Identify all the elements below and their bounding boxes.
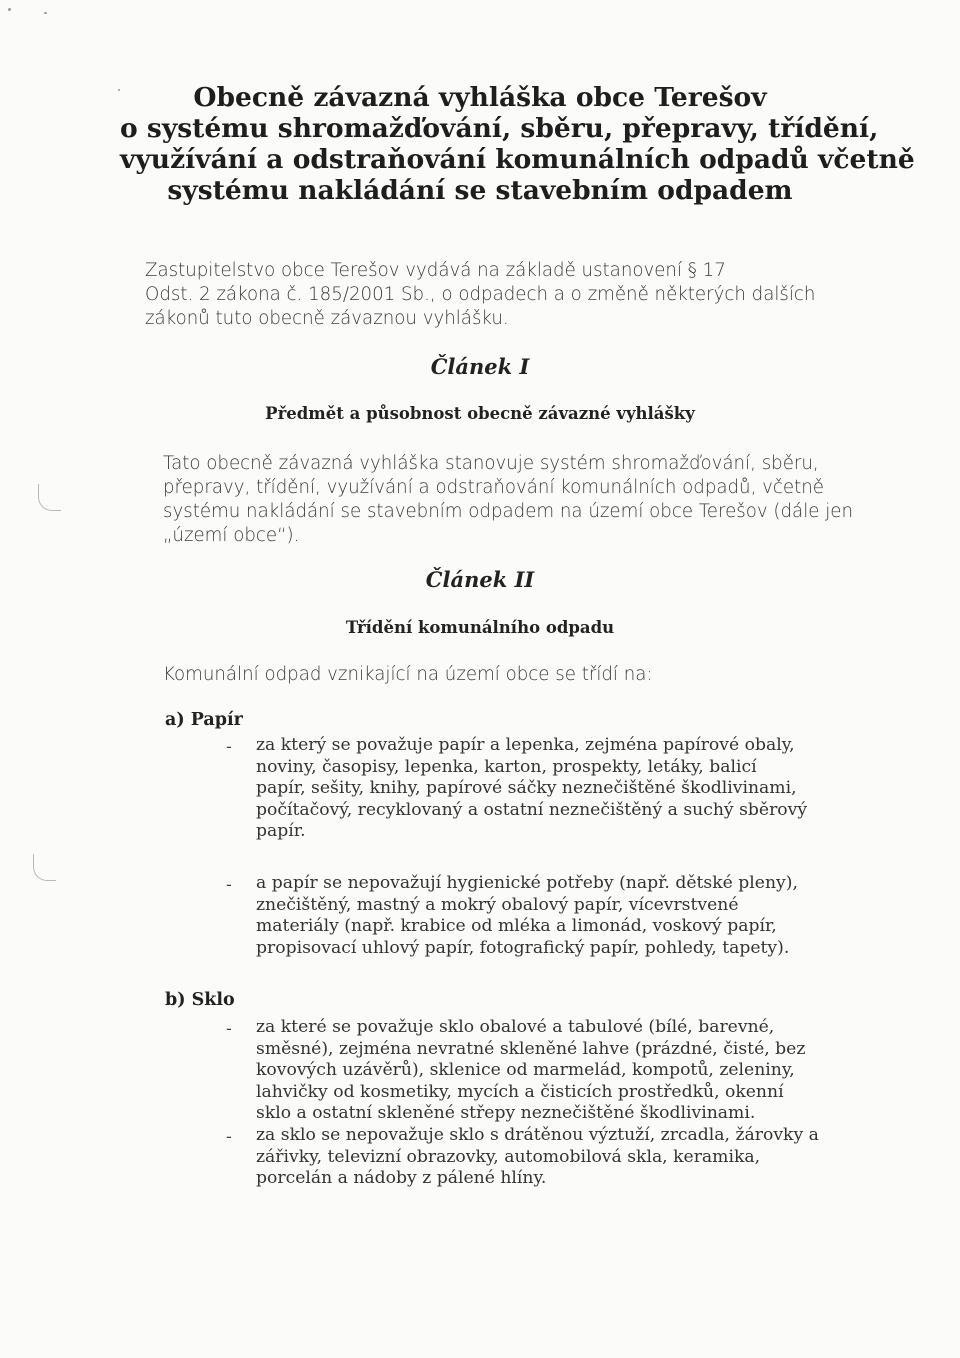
intro-line: Zastupitelstvo obce Terešov vydává na základě ustanovení § 17	[145, 260, 726, 281]
list-item	[256, 873, 876, 959]
item-line: za sklo se nepovažuje sklo s drátěnou výztuží, zrcadla, žárovky a	[256, 1125, 819, 1145]
article-2-label: Článek II	[425, 567, 535, 592]
item-line: směsné), zejména nevratné skleněné lahve (prázdné, čisté, bez	[256, 1038, 806, 1059]
punch-hole-mark	[38, 484, 61, 511]
article-1-heading: Předmět a působnost obecně závazné vyhlášky	[265, 404, 695, 423]
list-bullet: -	[226, 737, 232, 756]
intro-line: Odst. 2 zákona č. 185/2001 Sb., o odpadech a o změně některých dalších	[145, 284, 816, 305]
title-line: o systému shromažďování, sběru, přepravy, třídění,	[120, 113, 879, 144]
article-2-intro: Komunální odpad vznikající na území obce se třídí na:	[163, 664, 653, 685]
item-line: materiály (např. krabice od mléka a limonád, voskový papír,	[256, 916, 777, 936]
scan-speck	[44, 12, 47, 14]
item-line: papír, sešity, knihy, papírové sáčky neznečištěné škodlivinami,	[256, 778, 797, 798]
section-glass-label: b) Sklo	[165, 990, 235, 1010]
list-bullet: -	[226, 875, 232, 894]
item-line: papír.	[256, 821, 306, 841]
scan-speck	[8, 8, 11, 11]
article-1-label: Článek I	[430, 354, 530, 379]
list-bullet: -	[226, 1127, 232, 1146]
item-line: porcelán a nádoby z pálené hlíny.	[256, 1168, 547, 1188]
list-item	[256, 1125, 876, 1190]
article-2-heading: Třídění komunálního odpadu	[345, 618, 615, 637]
punch-hole-mark	[33, 854, 56, 881]
item-line: propisovací uhlový papír, fotografický papír, pohledy, tapety).	[256, 937, 790, 958]
list-bullet: -	[226, 1019, 232, 1038]
title-line: systému nakládání se stavebním odpadem	[167, 175, 793, 206]
intro-paragraph	[145, 259, 845, 331]
title-line: využívání a odstraňování komunálních odpadů včetně	[120, 144, 915, 175]
list-item	[256, 1017, 876, 1125]
list-item	[256, 735, 876, 843]
item-line: za který se považuje papír a lepenka, zejména papírové obaly,	[256, 735, 795, 755]
section-paper-label: a) Papír	[165, 710, 243, 730]
item-line: lahvičky od kosmetiky, mycích a čisticích prostředků, okenní	[256, 1081, 784, 1102]
paragraph-line: přepravy, třídění, využívání a odstraňování komunálních odpadů, včetně	[163, 477, 824, 498]
item-line: kovových uzávěrů), sklenice od marmelád, kompotů, zeleniny,	[256, 1060, 795, 1080]
item-line: zářivky, televizní obrazovky, automobilová skla, keramika,	[256, 1146, 761, 1167]
item-line: za které se považuje sklo obalové a tabulové (bílé, barevné,	[256, 1017, 775, 1037]
title-line: Obecně závazná vyhláška obce Terešov	[193, 82, 767, 113]
item-line: znečištěný, mastný a mokrý obalový papír, vícevrstvené	[256, 894, 739, 915]
paragraph-line: „území obce“).	[163, 525, 300, 546]
paragraph-line: Tato obecně závazná vyhláška stanovuje systém shromažďování, sběru,	[163, 453, 819, 474]
document-title	[120, 82, 915, 206]
item-line: sklo a ostatní skleněné střepy neznečištěné škodlivinami.	[256, 1103, 756, 1123]
item-line: noviny, časopisy, lepenka, karton, prospekty, letáky, balicí	[256, 756, 757, 777]
intro-line: zákonů tuto obecně závaznou vyhlášku.	[145, 308, 509, 329]
paragraph-line: systému nakládání se stavebním odpadem na území obce Terešov (dále jen	[163, 501, 853, 522]
article-1-paragraph	[163, 452, 863, 548]
item-line: počítačový, recyklovaný a ostatní neznečištěný a suchý sběrový	[256, 799, 808, 820]
item-line: a papír se nepovažují hygienické potřeby (např. dětské pleny),	[256, 873, 798, 893]
